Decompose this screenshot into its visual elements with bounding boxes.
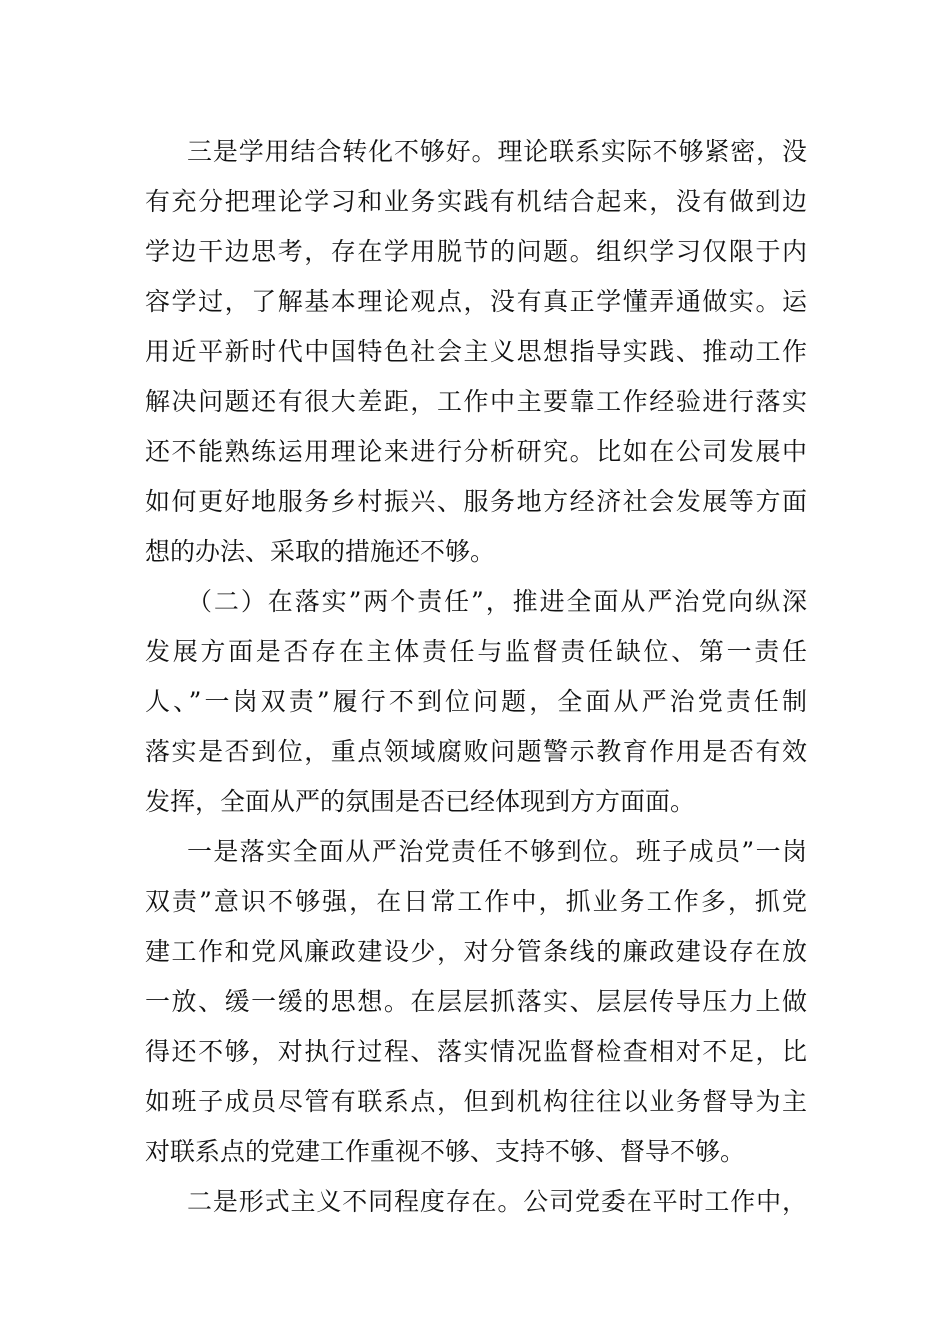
paragraph-1-line-8: 如何更好地服务乡村振兴、服务地方经济社会发展等方面	[145, 487, 807, 516]
paragraph-1-line-4: 容学过，了解基本理论观点，没有真正学懂弄通做实。运	[145, 287, 807, 316]
paragraph-3-line-1: 二是形式主义不同程度存在。公司党委在平时工作中，	[187, 1187, 807, 1216]
section-heading-line-3: 人、”一岗双责”履行不到位问题，全面从严治党责任制	[145, 687, 807, 716]
paragraph-2-line-5: 得还不够，对执行过程、落实情况监督检查相对不足，比	[145, 1037, 807, 1066]
paragraph-1-line-5: 用近平新时代中国特色社会主义思想指导实践、推动工作	[145, 337, 807, 366]
paragraph-1-line-6: 解决问题还有很大差距，工作中主要靠工作经验进行落实	[145, 387, 807, 416]
paragraph-1-line-7: 还不能熟练运用理论来进行分析研究。比如在公司发展中	[145, 437, 807, 466]
paragraph-2-line-7: 对联系点的党建工作重视不够、支持不够、督导不够。	[145, 1137, 746, 1166]
paragraph-1-line-9: 想的办法、采取的措施还不够。	[145, 537, 496, 566]
paragraph-2-line-6: 如班子成员尽管有联系点，但到机构往往以业务督导为主	[145, 1087, 807, 1116]
section-heading-line-5: 发挥，全面从严的氛围是否已经体现到方方面面。	[145, 787, 696, 816]
paragraph-1-line-3: 学边干边思考，存在学用脱节的问题。组织学习仅限于内	[145, 237, 807, 266]
paragraph-1-line-1: 三是学用结合转化不够好。理论联系实际不够紧密，没	[187, 137, 807, 166]
paragraph-1-line-2: 有充分把理论学习和业务实践有机结合起来，没有做到边	[145, 187, 807, 216]
paragraph-2-line-1: 一是落实全面从严治党责任不够到位。班子成员”一岗	[187, 837, 807, 866]
paragraph-2-line-4: 一放、缓一缓的思想。在层层抓落实、层层传导压力上做	[145, 987, 807, 1016]
section-heading-line-2: 发展方面是否存在主体责任与监督责任缺位、第一责任	[145, 637, 807, 666]
paragraph-2-line-2: 双责”意识不够强，在日常工作中，抓业务工作多，抓党	[145, 887, 807, 916]
paragraph-2-line-3: 建工作和党风廉政建设少，对分管条线的廉政建设存在放	[145, 937, 807, 966]
section-heading-line-1: （二）在落实”两个责任”，推进全面从严治党向纵深	[187, 587, 807, 616]
section-heading-line-4: 落实是否到位，重点领域腐败问题警示教育作用是否有效	[145, 737, 807, 766]
